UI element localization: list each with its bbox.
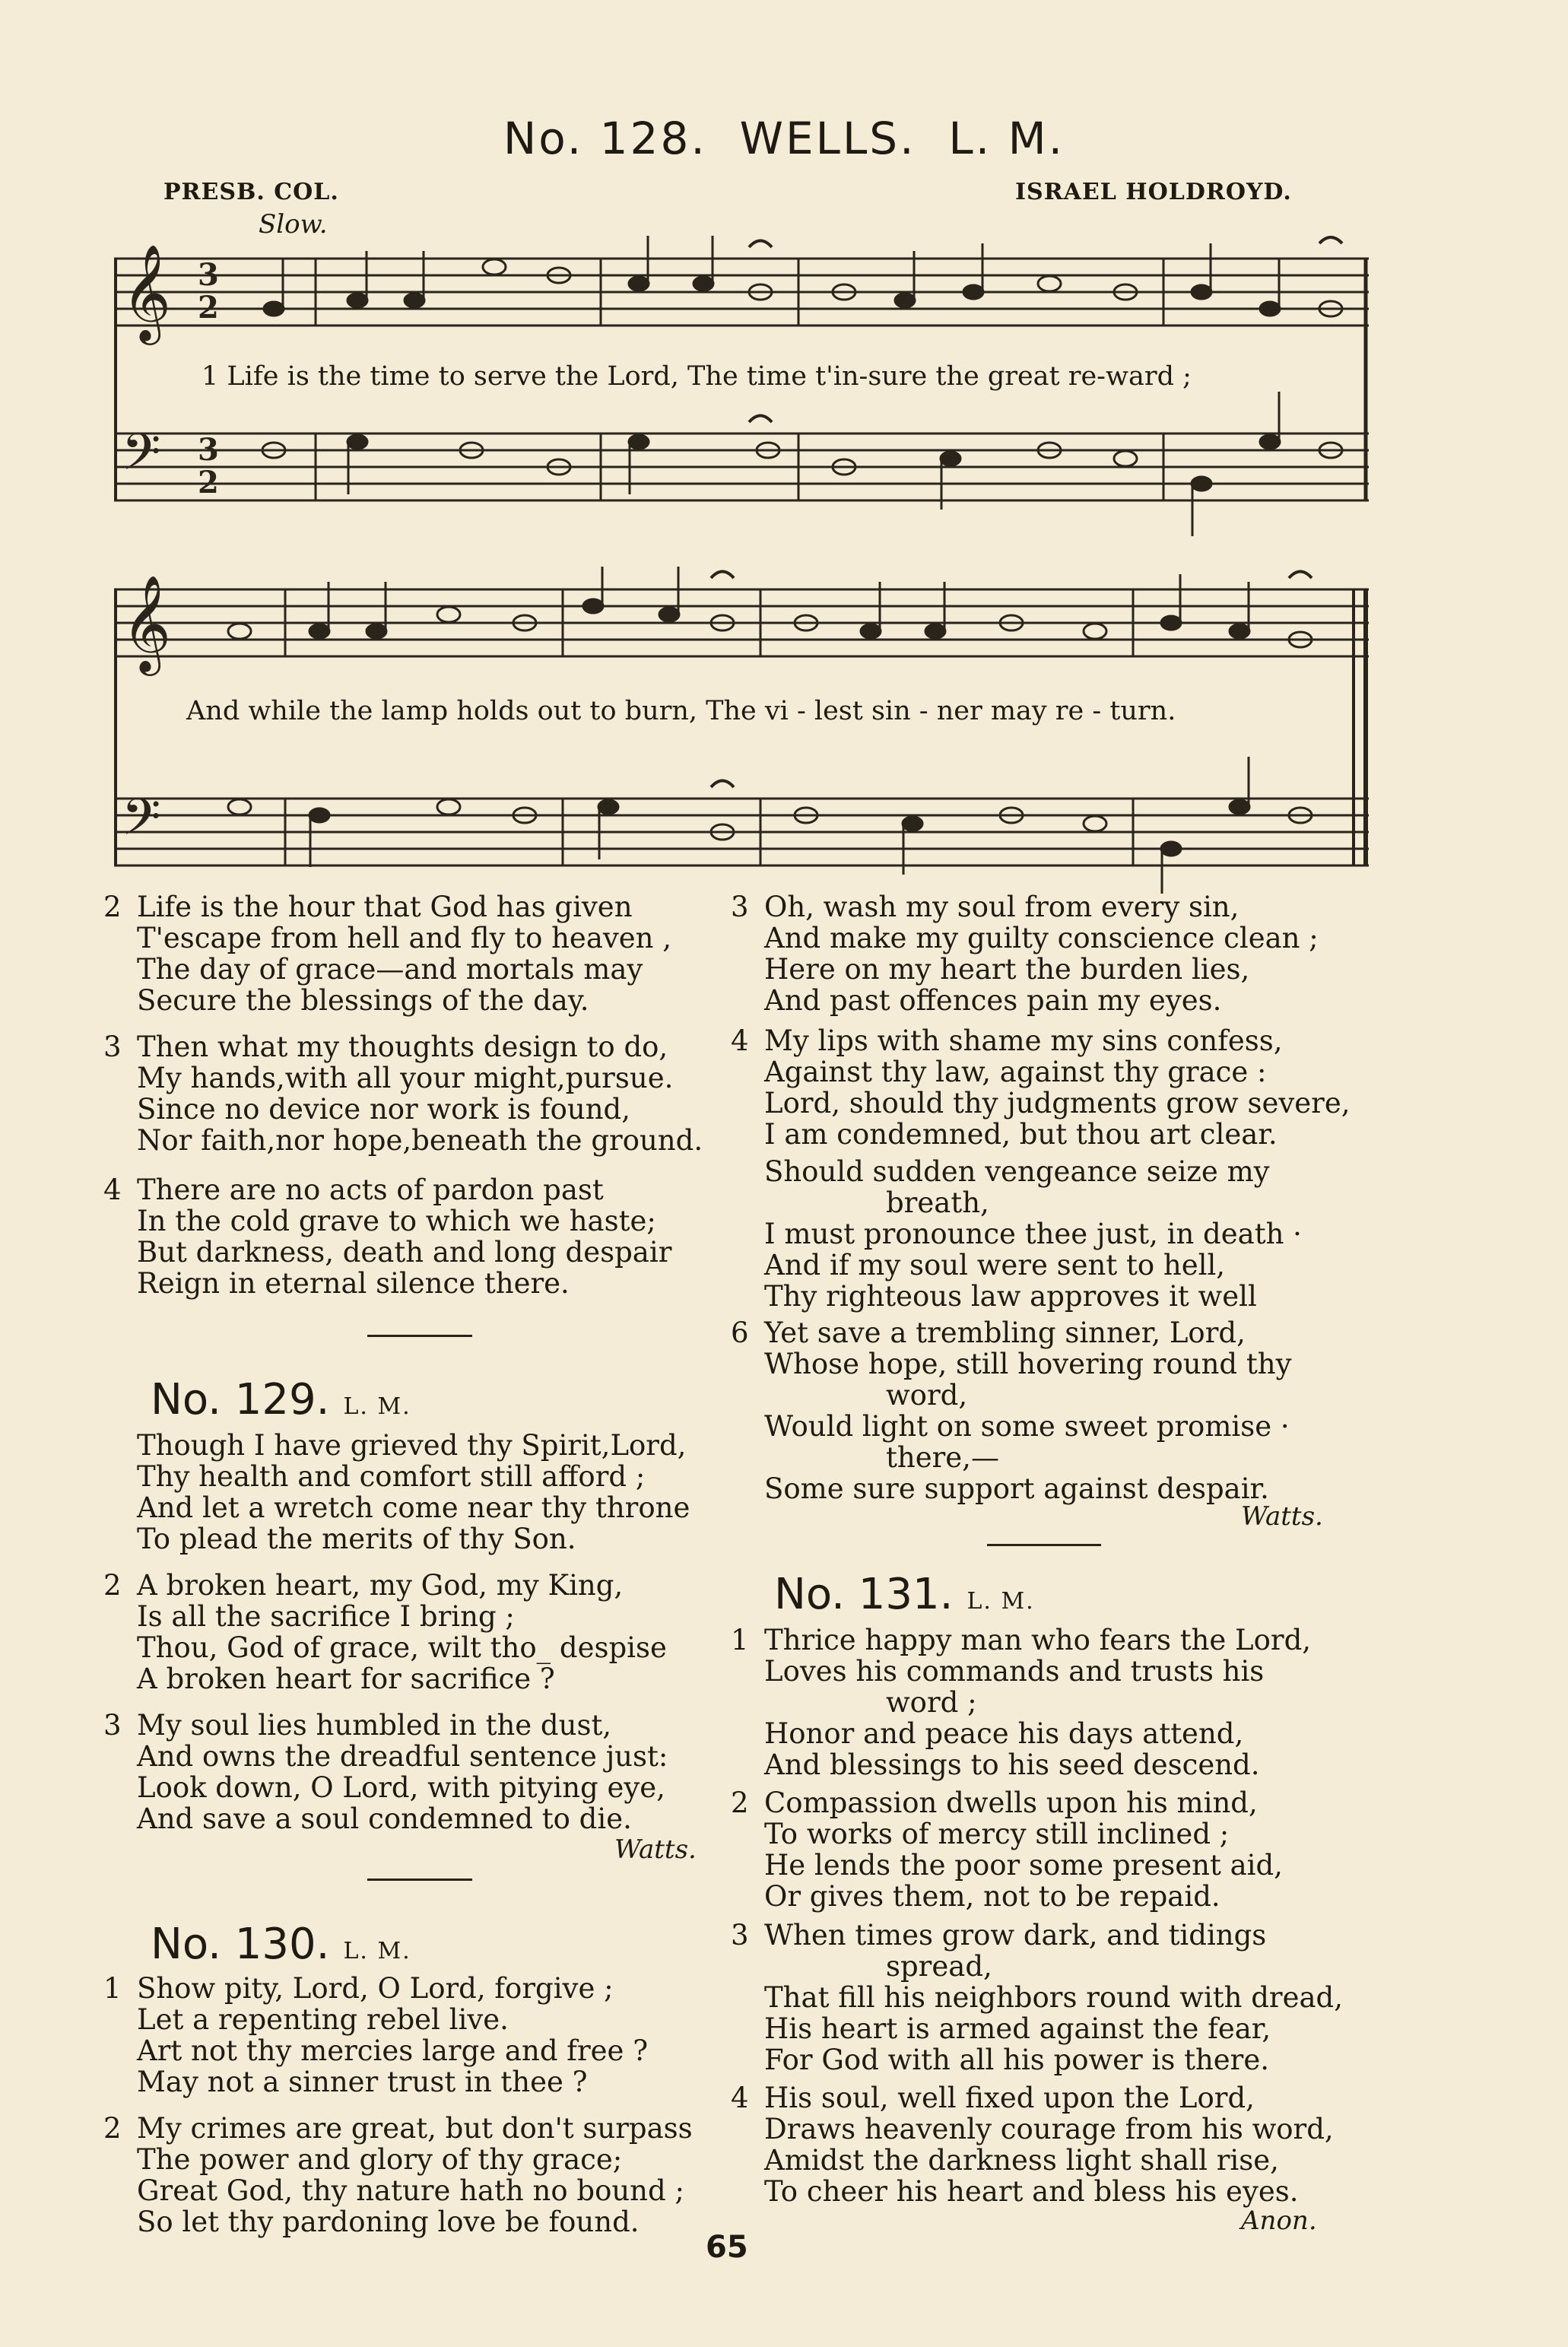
stanza-129-2: 2 A broken heart, my God, my King, Is all the sacrifice I bring ; Thou, God of grace, wilt tho_ despise A broken heart for sacrifice ? bbox=[103, 1569, 667, 1695]
page-number: 65 bbox=[706, 2230, 748, 2265]
stanza-131-4: 4 His soul, well fixed upon the Lord, Draws heavenly courage from his word, Amidst the darkness light shall rise, To cheer his heart and bless his eyes. bbox=[731, 2082, 1334, 2208]
stanza-129-3: 3 My soul lies humbled in the dust, And owns the dreadful sentence just: Look down, O Lord, with pitying eye, And save a soul condemned to die. bbox=[103, 1709, 668, 1835]
svg-text:2: 2 bbox=[198, 465, 219, 500]
hymn-130-heading: No. 130. L. M. bbox=[151, 1920, 411, 1969]
attribution-128: Watts. bbox=[1241, 1501, 1323, 1532]
stanza-130-1: 1 Show pity, Lord, O Lord, forgive ; Let a repenting rebel live. Art not thy mercies large and free ? May not a sinner trust in thee ? bbox=[103, 1972, 649, 2098]
left-credit: PRESB. COL. bbox=[163, 179, 339, 205]
lyric-line-1: 1 Life is the time to serve the Lord, The time t'in-sure the great re-ward ; bbox=[202, 361, 1192, 392]
fermata-icon bbox=[749, 237, 1342, 422]
hymn-129-heading: No. 129. L. M. bbox=[151, 1375, 411, 1424]
music-system-2 bbox=[114, 567, 1369, 901]
treble-clef-icon: 𝄞 bbox=[122, 243, 172, 341]
svg-text:3: 3 bbox=[198, 432, 219, 468]
hymn-title: No. 128. WELLS. L. M. bbox=[503, 113, 1065, 164]
attribution-131: Anon. bbox=[1241, 2206, 1317, 2236]
right-credit: ISRAEL HOLDROYD. bbox=[1015, 179, 1292, 205]
staff-lines bbox=[114, 589, 1369, 865]
hymn-131-heading: No. 131. L. M. bbox=[774, 1570, 1035, 1619]
svg-text:2: 2 bbox=[198, 290, 219, 326]
notes bbox=[228, 567, 1312, 894]
tempo-marking: Slow. bbox=[259, 209, 328, 240]
stanza-128-r5: Should sudden vengeance seize my breath, I must pronounce thee just, in death · And if my soul were sent to hell, Thy righteous law approves it well bbox=[764, 1155, 1302, 1313]
stanza-128-3: 3 Then what my thoughts design to do, My hands,with all your might,pursue. Since no device nor work is found, Nor faith,nor hope,beneath the ground. bbox=[103, 1031, 703, 1157]
divider bbox=[367, 1879, 472, 1881]
divider bbox=[987, 1544, 1101, 1546]
bass-clef-icon: 𝄢 bbox=[122, 788, 161, 859]
music-system-1 bbox=[114, 236, 1369, 555]
stanza-131-3: 3 When times grow dark, and tidings spread, That fill his neighbors round with dread, His heart is armed against the fear, For God with all his power is there. bbox=[731, 1919, 1343, 2076]
stanza-128-r3: 3 Oh, wash my soul from every sin, And make my guilty conscience clean ; Here on my heart the burden lies, And past offences pain my eyes. bbox=[731, 891, 1319, 1017]
svg-text:3: 3 bbox=[198, 257, 219, 293]
stanza-131-2: 2 Compassion dwells upon his mind, To works of mercy still inclined ; He lends the poor some present aid, Or gives them, not to be repaid. bbox=[731, 1786, 1283, 1913]
stanza-128-4: 4 There are no acts of pardon past In the cold grave to which we haste; But darkness, death and long despair Reign in eternal silence there. bbox=[103, 1174, 672, 1300]
attribution-129: Watts. bbox=[614, 1834, 697, 1865]
fermata-icon bbox=[711, 572, 1312, 788]
bass-clef-icon: 𝄢 bbox=[122, 423, 161, 494]
stanza-130-2: 2 My crimes are great, but don't surpass The power and glory of thy grace; Great God, thy nature hath no bound ; So let thy pardoning love be found. bbox=[103, 2112, 693, 2238]
stanza-128-2: 2 Life is the hour that God has given T'escape from hell and fly to heaven , The day of grace—and mortals may Secure the blessings of the day. bbox=[103, 891, 672, 1017]
lyric-line-2: And while the lamp holds out to burn, The vi - lest sin - ner may re - turn. bbox=[186, 696, 1176, 726]
stanza-128-r4: 4 My lips with shame my sins confess, Against thy law, against thy grace : Lord, should thy judgments grow severe, I am condemned, but thou art clear. bbox=[731, 1024, 1351, 1151]
treble-clef-icon: 𝄞 bbox=[122, 574, 172, 672]
stanza-131-1: 1 Thrice happy man who fears the Lord, Loves his commands and trusts his word ; Honor and peace his days attend, And blessings to his seed descend. bbox=[731, 1624, 1312, 1781]
divider bbox=[367, 1335, 472, 1337]
stanza-128-r6: 6 Yet save a trembling sinner, Lord, Whose hope, still hovering round thy word, Would light on some sweet promise · there,— Some sure support against despair. bbox=[731, 1316, 1292, 1505]
stanza-129-1: Though I have grieved thy Spirit,Lord, Thy health and comfort still afford ; And let a wretch come near thy throne To plead the merits of thy Son. bbox=[137, 1429, 690, 1555]
